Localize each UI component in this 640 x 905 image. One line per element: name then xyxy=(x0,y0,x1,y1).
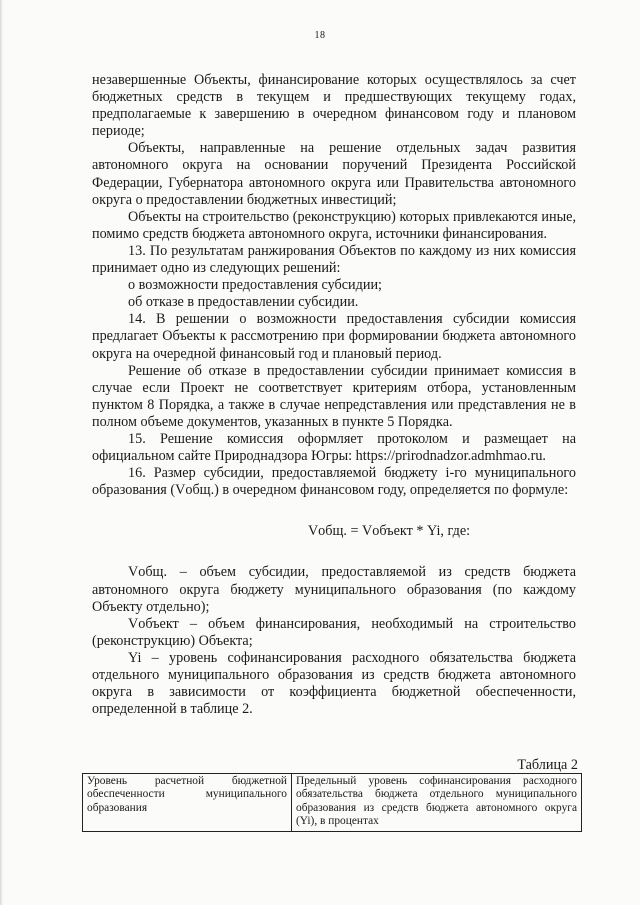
definition-yi: Yi – уровень софинансирования расходного обязательства бюджета отдельного муниципального образования из средств бюджета автономного округа в зависимости от коэффициента бюджетной обеспеченности, определенной в таблице 2. xyxy=(92,649,576,718)
paragraph-clause-15: 15. Решение комиссия оформляет протоколом и размещает на официальном сайте Природнадзора Югры: https://prirodnadzor.admhmao.ru. xyxy=(92,430,576,465)
table-header-budget-level: Уровень расчетной бюджетной обеспеченности муниципального образования xyxy=(83,774,292,832)
page-number: 18 xyxy=(314,30,326,41)
document-body xyxy=(92,72,576,718)
decision-option-refuse: об отказе в предоставлении субсидии. xyxy=(128,294,359,311)
scan-edge xyxy=(0,0,3,905)
definition-v-object: Vобъект – объем финансирования, необходимый на строительство (реконструкцию) Объекта; xyxy=(92,615,576,649)
decision-option-grant: о возможности предоставления субсидии; xyxy=(128,277,382,294)
paragraph-refusal-decision: Решение об отказе в предоставлении субсидии принимает комиссия в случае если Проект не соответствует критериям отбора, установленным пунктом 8 Порядка, а также в случае непредставления или представления не в полном объеме документов, указанных в пункте 5 Порядка. xyxy=(92,362,576,430)
definition-v-total: Vобщ. – объем субсидии, предоставляемой из средств бюджета автономного округа бюджету муниципального образования (по каждому Объекту отдельно); xyxy=(92,564,576,615)
paragraph-cofinanced-objects: Объекты на строительство (реконструкцию) которых привлекаются иные, помимо средств бюджета автономного округа, источники финансирования. xyxy=(92,208,576,242)
table-header-row xyxy=(83,774,582,832)
table-caption: Таблица 2 xyxy=(517,757,578,773)
paragraph-directed-objects: Объекты, направленные на решение отдельных задач развития автономного округа на основании поручений Президента Российской Федерации, Губернатора автономного округа или Правительства автономного округа о предоставлении бюджетных инвестиций; xyxy=(92,140,576,208)
paragraph-unfinished-objects: незавершенные Объекты, финансирование которых осуществлялось за счет бюджетных средств в текущем и предшествующих текущему годах, предполагаемые к завершению в очередном финансовом году и плановом периоде; xyxy=(92,72,576,140)
table-header-cofinancing-level: Предельный уровень софинансирования расходного обязательства бюджета отдельного муниципального образования из средств бюджета автономного округа (Yi), в процентах xyxy=(292,774,582,832)
paragraph-clause-14: 14. В решении о возможности предоставления субсидии комиссия предлагает Объекты к рассмотрению при формировании бюджета автономного округа на очередной финансовый год и плановый период. xyxy=(92,311,576,362)
subsidy-formula: Vобщ. = Vобъект * Yi, где: xyxy=(307,523,471,540)
paragraph-clause-13: 13. По результатам ранжирования Объектов по каждому из них комиссия принимает одно из следующих решений: xyxy=(92,242,576,277)
paragraph-clause-16: 16. Размер субсидии, предоставляемой бюджету i-го муниципального образования (Vобщ.) в очередном финансовом году, определяется по формуле: xyxy=(92,465,576,499)
table-2 xyxy=(82,773,582,832)
